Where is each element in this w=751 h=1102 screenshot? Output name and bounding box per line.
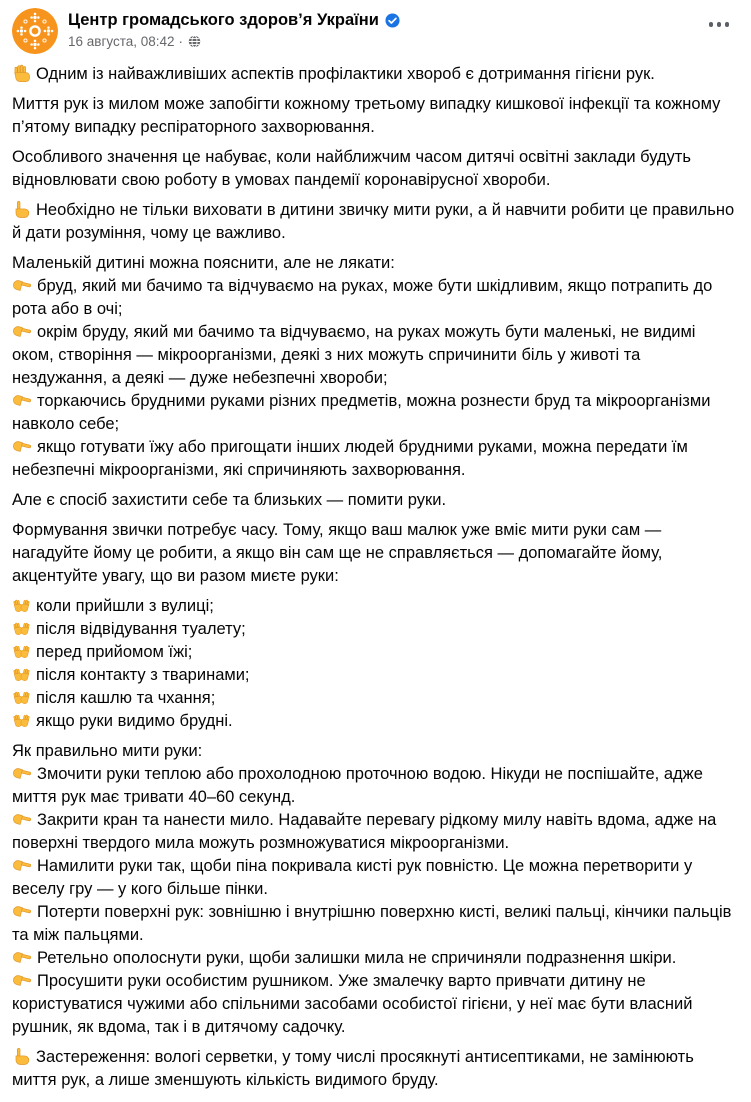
post-paragraph	[12, 740, 737, 1039]
post-line	[12, 489, 737, 512]
point-right-emoji-icon	[12, 949, 32, 967]
open-hands-emoji-icon	[12, 689, 31, 707]
post-text: якщо руки видимо брудні.	[36, 712, 233, 730]
post-text: Намилити руки так, щоби піна покривала кисті рук повністю. Це можна перетворити у веселу гру — у кого більше пінки.	[12, 857, 693, 898]
post-paragraph	[12, 1046, 737, 1092]
post-text: Маленькій дитині можна пояснити, але не лякати:	[12, 254, 395, 272]
post-text: Застереження: вологі серветки, у тому числі просякнуті антисептиками, не замінюють миття рук, а лише зменшують кількість видимого бруду.	[12, 1048, 694, 1089]
post-text: бруд, який ми бачимо та відчуваємо на руках, може бути шкідливим, якщо потрапить до рота або в очі;	[12, 277, 713, 318]
index-up-emoji-icon	[12, 1048, 31, 1066]
post-line	[12, 763, 737, 809]
post-line	[12, 321, 737, 390]
point-right-emoji-icon	[12, 323, 32, 341]
post-line	[12, 275, 737, 321]
post-header	[0, 0, 751, 54]
post-text: Потерти поверхні рук: зовнішню і внутрішню поверхню кисті, великі пальці, кінчики пальців та між пальцями.	[12, 903, 732, 944]
post-line	[12, 970, 737, 1039]
post-paragraph	[12, 93, 737, 139]
post-line	[12, 618, 737, 641]
post-text: після кашлю та чхання;	[36, 689, 216, 707]
post-line	[12, 740, 737, 763]
post-text: якщо готувати їжу або пригощати інших людей брудними руками, можна передати їм небезпечні мікроорганізми, які спричиняють захворювання.	[12, 438, 688, 479]
post-text: Ретельно ополоснути руки, щоби залишки мила не спричиняли подразнення шкіри.	[37, 949, 677, 967]
post-paragraph	[12, 63, 737, 86]
post-options-button[interactable]	[699, 8, 736, 37]
post-paragraph	[12, 489, 737, 512]
timestamp-row	[68, 34, 699, 49]
point-right-emoji-icon	[12, 277, 32, 295]
post-line	[12, 199, 737, 245]
post-line	[12, 252, 737, 275]
point-right-emoji-icon	[12, 392, 32, 410]
post-line	[12, 855, 737, 901]
page-avatar[interactable]	[12, 8, 58, 54]
page-name-row	[68, 10, 699, 31]
page-name-link[interactable]: Центр громадського здоров’я України	[68, 11, 379, 29]
point-right-emoji-icon	[12, 811, 32, 829]
post-paragraph	[12, 519, 737, 588]
point-right-emoji-icon	[12, 972, 32, 990]
phc-ukraine-logo-icon	[12, 41, 58, 54]
post-paragraph	[12, 595, 737, 733]
post-text: коли прийшли з вулиці;	[36, 597, 214, 615]
post-line	[12, 519, 737, 588]
post-line	[12, 710, 737, 733]
post-text: окрім бруду, який ми бачимо та відчуваємо, на руках можуть бути маленькі, не видимі оком, створіння — мікроорганізми, деякі з них можуть спричинити біль у животі та нездужання, а деякі — дуже небезпечні хвороби;	[12, 323, 696, 387]
post-text: Особливого значення це набуває, коли найближчим часом дитячі освітні заклади будуть відновлювати свою роботу в умовах пандемії коронавірусної хвороби.	[12, 148, 691, 189]
post-line	[12, 390, 737, 436]
post-text: Формування звички потребує часу. Тому, якщо ваш малюк уже вміє мити руки сам — нагадуйте йому це робити, а якщо він сам ще не справляється — допомагайте йому, акцентуйте увагу, що ви разом миєте руки:	[12, 521, 663, 585]
post-line	[12, 436, 737, 482]
post-paragraph	[12, 199, 737, 245]
open-hands-emoji-icon	[12, 597, 31, 615]
post-text: після контакту з тваринами;	[36, 666, 250, 684]
post-line	[12, 664, 737, 687]
post-text: Миття рук із милом може запобігти кожному третьому випадку кишкової інфекції та кожному п’ятому випадку респіраторного захворювання.	[12, 95, 721, 136]
point-right-emoji-icon	[12, 765, 32, 783]
post-paragraph	[12, 252, 737, 482]
post-text: перед прийомом їжі;	[36, 643, 193, 661]
post-paragraph	[12, 146, 737, 192]
post-line	[12, 641, 737, 664]
post-line	[12, 63, 737, 86]
post-line	[12, 901, 737, 947]
post-line	[12, 1046, 737, 1092]
post-text: Необхідно не тільки виховати в дитини звичку мити руки, а й навчити робити це правильно й дати розуміння, чому це важливо.	[12, 201, 735, 242]
post-line	[12, 687, 737, 710]
point-right-emoji-icon	[12, 903, 32, 921]
verified-badge-icon	[385, 13, 400, 28]
globe-icon	[188, 35, 201, 48]
timestamp-separator: ·	[178, 33, 184, 49]
index-up-emoji-icon	[12, 201, 31, 219]
open-hands-emoji-icon	[12, 643, 31, 661]
open-hands-emoji-icon	[12, 712, 31, 730]
post-text: після відвідування туалету;	[36, 620, 246, 638]
open-hands-emoji-icon	[12, 620, 31, 638]
post-line	[12, 146, 737, 192]
post-content	[0, 54, 751, 1102]
post-line	[12, 93, 737, 139]
open-hands-emoji-icon	[12, 666, 31, 684]
post-text: Як правильно мити руки:	[12, 742, 203, 760]
header-meta	[68, 8, 699, 49]
post-line	[12, 809, 737, 855]
post-timestamp[interactable]: 16 августа, 08:42	[68, 33, 175, 49]
post-text: торкаючись брудними руками різних предметів, можна рознести бруд та мікроорганізми навколо себе;	[12, 392, 711, 433]
post-line	[12, 947, 737, 970]
point-right-emoji-icon	[12, 857, 32, 875]
post-line	[12, 595, 737, 618]
point-right-emoji-icon	[12, 438, 32, 456]
raised-hand-emoji-icon	[12, 65, 31, 83]
post-text: Просушити руки особистим рушником. Уже змалечку варто привчати дитину не користуватися чужими або спільними засобами особистої гігієни, у неї має бути власний рушник, як вдома, так і в дитячому садочку.	[12, 972, 693, 1036]
post-text: Але є спосіб захистити себе та близьких — помити руки.	[12, 491, 447, 509]
ellipsis-icon	[709, 22, 730, 27]
post-text: Закрити кран та нанести мило. Надавайте перевагу рідкому милу навіть вдома, адже на поверхні твердого мила можуть розмножуватися мікроорганізми.	[12, 811, 717, 852]
post-text: Одним із найважливіших аспектів профілактики хвороб є дотримання гігієни рук.	[36, 65, 655, 83]
post-text: Змочити руки теплою або прохолодною проточною водою. Нікуди не поспішайте, адже миття рук має тривати 40–60 секунд.	[12, 765, 703, 806]
